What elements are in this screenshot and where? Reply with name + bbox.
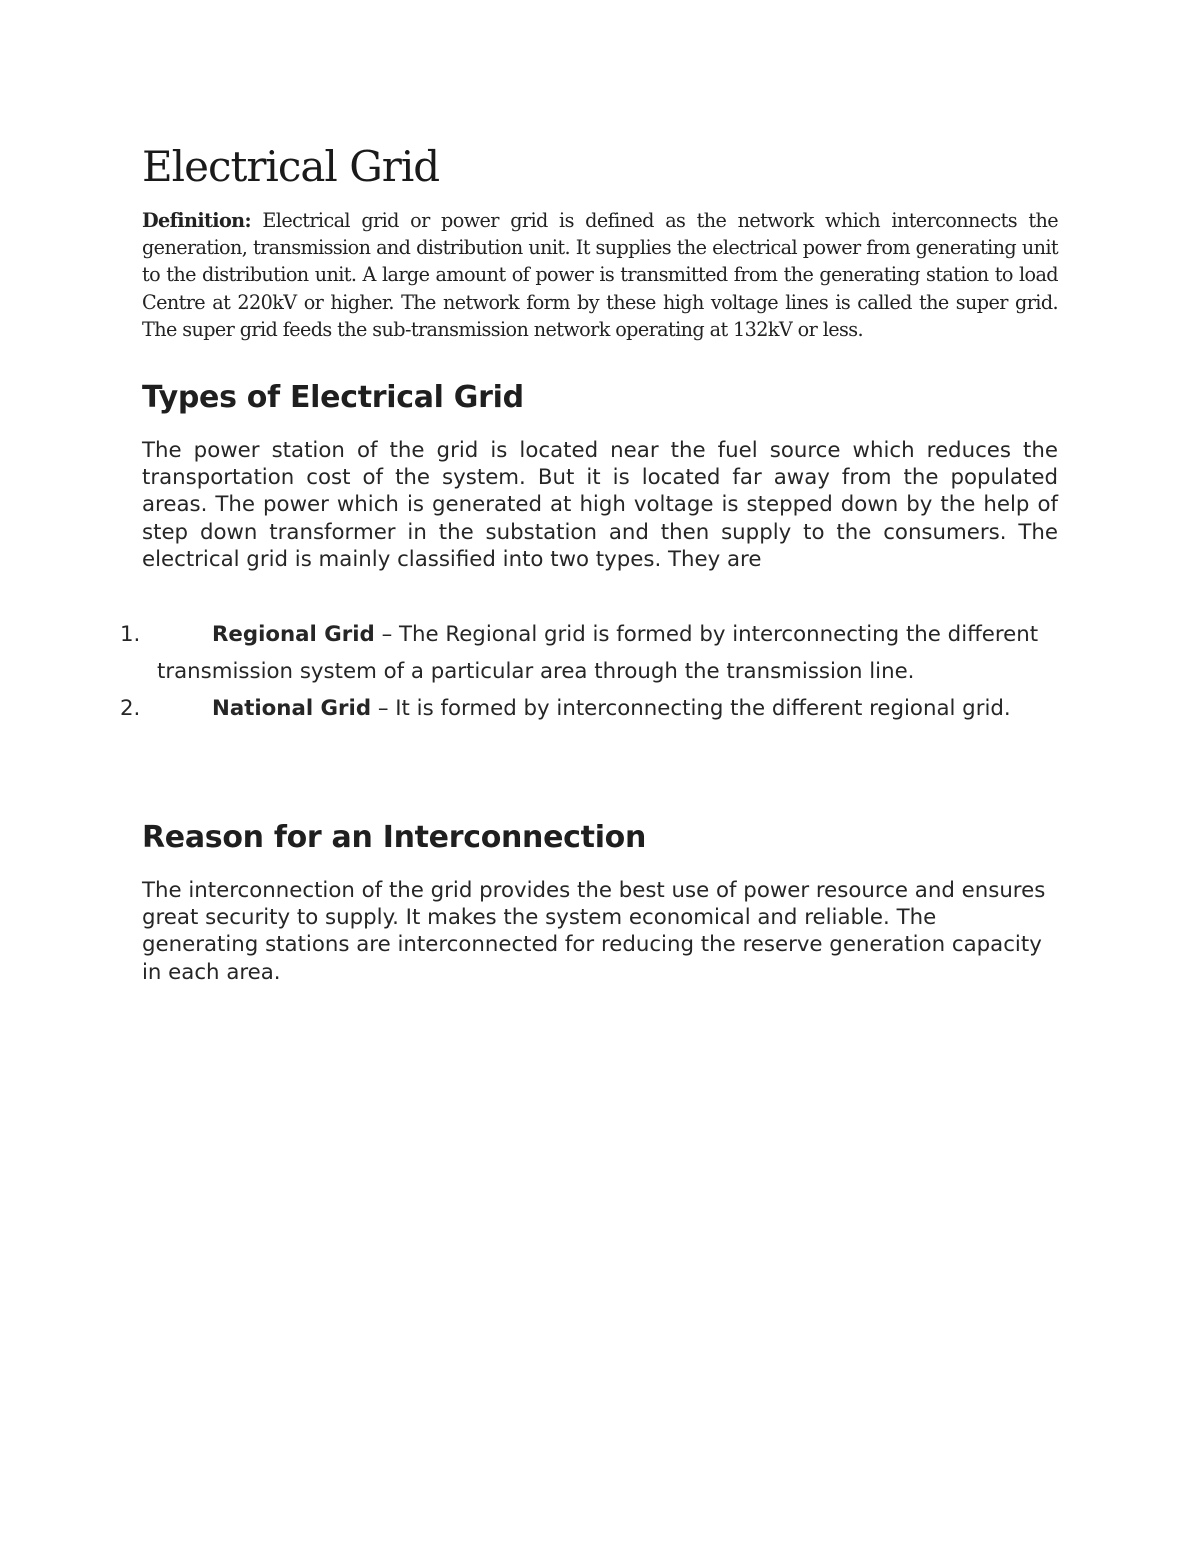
definition-label: Definition: — [142, 209, 252, 232]
definition-paragraph — [142, 207, 1058, 343]
list-item-regional-grid — [0, 616, 1060, 690]
list-item-description: – It is formed by interconnecting the different regional grid. — [371, 696, 1011, 721]
definition-text: Electrical grid or power grid is defined as the network which interconnects the generation, transmission and distribution unit. It supplies the electrical power from generating unit to the distribution unit. A large amount of power is transmitted from the generating station to load Centre at 220kV or higher. The network form by these high voltage lines is called the super grid. The super grid feeds the sub-transmission network operating at 132kV or less. — [142, 209, 1058, 341]
page-title: Electrical Grid — [142, 142, 440, 191]
types-heading: Types of Electrical Grid — [142, 380, 524, 415]
list-item-number: 2. — [120, 696, 141, 721]
types-paragraph: The power station of the grid is located near the fuel source which reduces the transportation cost of the system. But it is located far away from the populated areas. The power which is generated at high voltage is stepped down by the help of step down transformer in the substation and then supply to the consumers. The electrical grid is mainly classified into two types. They are — [142, 438, 1058, 572]
list-item-name: Regional Grid — [212, 622, 375, 647]
grid-types-list — [0, 616, 1060, 727]
list-item-national-grid — [0, 690, 1060, 727]
reason-paragraph: The interconnection of the grid provides the best use of power resource and ensures great security to supply. It makes the system economical and reliable. The generating stations are interconnected for reducing the reserve generation capacity in each area. — [142, 878, 1046, 985]
list-item-description: – The Regional grid is formed by interconnecting the different transmission system of a particular area through the transmission line. — [157, 622, 1039, 684]
reason-heading: Reason for an Interconnection — [142, 820, 647, 855]
list-item-name: National Grid — [212, 696, 372, 721]
list-item-number: 1. — [120, 622, 141, 647]
